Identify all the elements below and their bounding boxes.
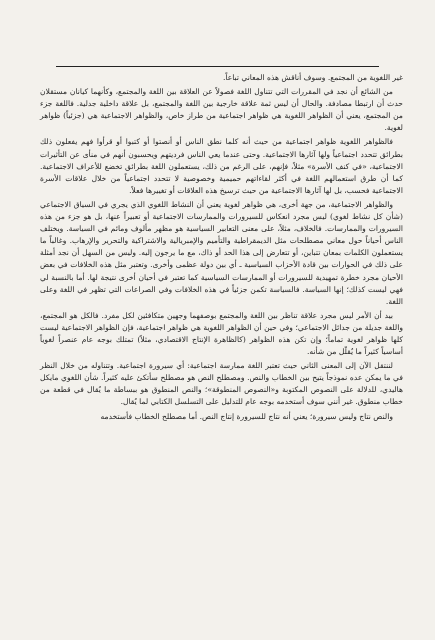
top-rule — [56, 66, 379, 67]
paragraph: والنص نتاج وليس سيرورة؛ يعني أنه نتاج للسيرورة إنتاج النص. أما مصطلح الخطاب فأستخدمه — [100, 411, 393, 421]
paragraph: بيد أن الأمر ليس مجرد علاقة تناظر بين اللغة والمجتمع بوصفهما وجهين متكافئين لكل مفرد. فالكل هو المجتمع، واللغة جديلة من جدائل الاجتماعي؛ وفي حين أن الظواهر اللغوية هي ظواهر اجتماعية، فإن الظواهر الاجتماعية ليست كلها ظواهر لغوية تماماً؛ وإن تكن هذه الظواهر (كالظاهرة الإنتاج الاقتصادي، مثلاً) تمتلك بوجه عام عنصراً لغوياً أساسياً كثيراً ما يُقلّل من شأنه. — [40, 310, 403, 357]
paragraph: والظواهر الاجتماعية، من جهة أخرى، هي ظواهر لغوية يعني أن النشاط اللغوي الذي يجري في السياق الاجتماعي (شأن كل نشاط لغوي) ليس مجرد انعكاس للسيرورات والممارسات الاجتماعية أو تعبيراً عنها، بل هو جزء من هذه السيرورات والممارسات. فالخلاف، مثلاً، على معنى التعابير السياسية هو مظهر مألوف ومائم في السياسة. ويختلف الناس أحياناً حول معاني مصطلحات مثل الديمقراطية والتأميم والإمبريالية والاشتراكية والتحرير والإرهاب. وغالباً ما يستعملون الكلمات بمعان تتباين، أو تتعارض إلى هذا الحد أو ذاك، مع ما يرجون إليه. وليس من السهل أن نجد أمثلة على ذلك في الحوارات بين قادة الأحزاب السياسية ـ أي بين دولة عظمى وأخرى. وتعتبر مثل هذه الخلافات في بعض الأحيان مجرد خطرة تمهيدية للسيرورات أو الممارسات السياسية كما تعتبر في أحيان أخرى نتيجة لها. أما بالنسبة لي فهي ليست كذلك؛ إنها السياسة. فالسياسة تكمن جزئياً في هذه الخلافات وفي الصراعات التي تظهر في اللغة وعلى اللغة. — [40, 199, 403, 306]
paragraph: فالظواهر اللغوية ظواهر اجتماعية من حيث أنه كلما نطق الناس أو أنصتوا أو كتبوا أو قرأوا فهم يفعلون ذلك بطرائق تتحدد اجتماعياً ولها آثارها الاجتماعية. وحتى عندما يعي الناس فرديتهم ويحسبون أنهم في منأى عن التأثيرات الاجتماعية، «في كنف الأسرة» مثلاً، فإنهم، على الرغم من ذلك، يستعملون اللغة بطرائق تخضع للأعراف الاجتماعية. كما أن طرق استعمالهم اللغة في أكثر لقاءاتهم حميمية وخصوصية لا تتحدد اجتماعياً من خلال علاقات الأسرة الاجتماعية فحسب، بل لها آثارها الاجتماعية من حيث ترسيخ هذه العلاقات أو تغييرها فعلاً. — [40, 137, 403, 195]
paragraph: من الشائع أن نجد في المقررات التي تتناول اللغة فصولاً عن العلاقة بين اللغة والمجتمع، وكأنهما كيانان مستقلان حدث أن ارتبطا مصادفة. والحال أن ليس ثمة علاقة خارجية بين اللغة والمجتمع، بل علاقة داخلية جدلية. فاللغة جزء من المجتمع، يعني أن الظواهر اللغوية هي ظواهر اجتماعية من طراز خاص، والظواهر الاجتماعية هي (جزئياً) ظواهر لغوية. — [40, 87, 403, 133]
paragraph: غير اللغوية من المجتمع. وسوف أناقش هذه المعاني تباعاً. — [222, 73, 403, 82]
paragraph: لننتقل الآن إلى المعنى الثاني حيث تعتبر اللغة ممارسة اجتماعية: أي سيرورة اجتماعية. وتتناوله من خلال النظر في ما يمكن عده نموذجاً يتيح بين الخطاب والنص. ومصطلح النص هو مصطلح سأتكئ عليه كثيراً. شأن اللغوي مايكل هاليدي، للدلالة على النصوص المكتوبة و«النصوص المنطوقة»؛ والنص المنطوق هو ببساطة ما يُقال في قطعة من خطاب منطوق. غير أنني سوف أستخدمه بوجه عام للتدليل على التسلسل الكتابي لما يُقال. — [40, 361, 403, 407]
body-text — [40, 72, 403, 425]
